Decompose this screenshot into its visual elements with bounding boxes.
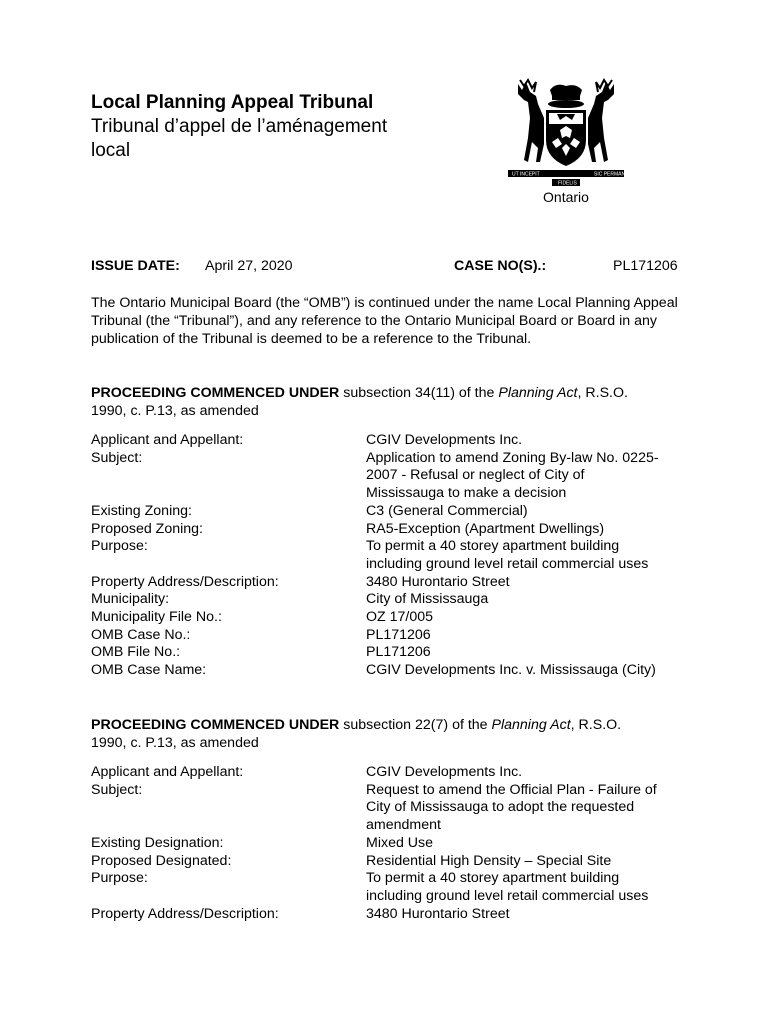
- detail-value: Residential High Density – Special Site: [366, 852, 612, 869]
- tribunal-name-english: Local Planning Appeal Tribunal: [91, 92, 374, 113]
- intro-paragraph: The Ontario Municipal Board (the “OMB”) is continued under the name Local Planning Appeal Tribunal (the “Tribunal”), and any reference to the Ontario Municipal Board or Board in any publication of the Tribunal is deemed to be a reference to the Tribunal.: [91, 295, 678, 347]
- detail-row: [91, 574, 691, 592]
- detail-label: [91, 799, 366, 817]
- proceeding-2-heading-text: subsection 22(7) of the: [339, 717, 492, 733]
- detail-row: [91, 644, 691, 662]
- detail-row: [91, 870, 691, 888]
- detail-row: [91, 835, 691, 853]
- crest-motto-center: FIDELIS: [558, 180, 577, 187]
- detail-row: [91, 782, 691, 800]
- detail-value: RA5-Exception (Apartment Dwellings): [366, 520, 605, 537]
- detail-value: 3480 Hurontario Street: [366, 905, 510, 922]
- detail-value: amendment: [366, 817, 441, 834]
- detail-value: CGIV Developments Inc.: [366, 432, 523, 448]
- detail-row: [91, 467, 691, 485]
- detail-label: [91, 485, 366, 503]
- detail-label: Existing Designation:: [91, 834, 224, 851]
- detail-value: PL171206: [366, 626, 431, 643]
- detail-value: To permit a 40 storey apartment building: [366, 870, 620, 887]
- detail-row: [91, 627, 691, 645]
- proceeding-2-details: [91, 764, 691, 923]
- tribunal-name-french-line1: Tribunal d’appel de l’aménagement: [91, 116, 388, 137]
- detail-label: OMB Case No.:: [91, 626, 191, 643]
- proceeding-1-act: Planning Act: [498, 385, 578, 401]
- detail-row: [91, 609, 691, 627]
- case-number-value: PL171206: [613, 258, 678, 274]
- detail-row: [91, 799, 691, 817]
- detail-row: [91, 906, 691, 924]
- detail-row: [91, 485, 691, 503]
- detail-value: PL171206: [366, 644, 431, 661]
- proceeding-1-heading-line2: 1990, c. P.13, as amended: [91, 403, 259, 419]
- detail-label: [91, 556, 366, 574]
- proceeding-2-heading: [91, 716, 691, 752]
- issue-date-value: April 27, 2020: [205, 258, 293, 274]
- proceeding-2-heading-bold: PROCEEDING COMMENCED UNDER: [91, 717, 340, 733]
- detail-label: [91, 467, 366, 485]
- detail-row: [91, 853, 691, 871]
- detail-value: Application to amend Zoning By-law No. 0225-: [366, 449, 659, 466]
- proceeding-2-act: Planning Act: [491, 717, 571, 733]
- case-number-label: CASE NO(S).:: [454, 258, 547, 274]
- detail-label: OMB Case Name:: [91, 662, 207, 679]
- detail-row: [91, 556, 691, 574]
- detail-value: City of Mississauga: [366, 591, 489, 608]
- detail-label: Purpose:: [91, 538, 148, 555]
- detail-row: [91, 432, 691, 450]
- proceeding-2-heading-line2: 1990, c. P.13, as amended: [91, 735, 259, 751]
- detail-value: City of Mississauga to adopt the requested: [366, 799, 635, 816]
- detail-row: [91, 817, 691, 835]
- detail-row: [91, 521, 691, 539]
- detail-value: including ground level retail commercial uses: [366, 887, 649, 904]
- detail-label: Applicant and Appellant:: [91, 432, 244, 448]
- detail-label: OMB File No.:: [91, 644, 181, 661]
- detail-value: 2007 - Refusal or neglect of City of: [366, 467, 585, 484]
- detail-row: [91, 888, 691, 906]
- detail-label: Purpose:: [91, 870, 148, 887]
- detail-label: Municipality File No.:: [91, 609, 222, 626]
- detail-row: [91, 538, 691, 556]
- tribunal-name-french-line2: local: [91, 140, 131, 161]
- proceeding-1-heading-tail: , R.S.O.: [577, 385, 628, 401]
- detail-label: [91, 817, 366, 835]
- detail-value: CGIV Developments Inc.: [366, 764, 523, 780]
- detail-value: To permit a 40 storey apartment building: [366, 538, 620, 555]
- detail-label: Existing Zoning:: [91, 502, 192, 519]
- detail-label: Proposed Designated:: [91, 852, 232, 869]
- detail-row: [91, 450, 691, 468]
- detail-row: [91, 764, 691, 782]
- detail-label: Applicant and Appellant:: [91, 764, 244, 780]
- detail-label: Property Address/Description:: [91, 905, 279, 922]
- detail-label: Municipality:: [91, 591, 170, 608]
- detail-label: Proposed Zoning:: [91, 520, 203, 537]
- proceeding-2-heading-tail: , R.S.O.: [570, 717, 622, 733]
- detail-row: [91, 503, 691, 521]
- proceeding-1-heading: [91, 384, 691, 420]
- detail-value: Mixed Use: [366, 834, 434, 851]
- detail-value: Mississauga to make a decision: [366, 485, 567, 502]
- proceeding-1-heading-text: subsection 34(11) of the: [339, 385, 499, 401]
- detail-value: CGIV Developments Inc. v. Mississauga (City): [366, 662, 656, 679]
- detail-value: 3480 Hurontario Street: [366, 573, 510, 590]
- issue-info-row: [91, 258, 683, 278]
- detail-label: [91, 888, 366, 906]
- detail-label: Subject:: [91, 781, 143, 798]
- proceeding-1-heading-bold: PROCEEDING COMMENCED UNDER: [91, 385, 340, 401]
- detail-value: Request to amend the Official Plan - Failure of: [366, 781, 657, 798]
- detail-value: OZ 17/005: [366, 609, 434, 626]
- crest-motto-left: UT INCEPIT: [512, 171, 540, 178]
- proceeding-1-details: [91, 432, 691, 680]
- crest-motto-right: SIC PERMANET: [594, 171, 632, 178]
- detail-row: [91, 662, 691, 680]
- crest-ontario-wordmark: Ontario: [543, 189, 589, 205]
- detail-label: Property Address/Description:: [91, 573, 279, 590]
- issue-date-label: ISSUE DATE:: [91, 258, 180, 274]
- detail-value: including ground level retail commercial uses: [366, 555, 649, 572]
- detail-label: Subject:: [91, 449, 143, 466]
- detail-row: [91, 591, 691, 609]
- detail-value: C3 (General Commercial): [366, 502, 528, 519]
- document-title-block: [91, 91, 451, 163]
